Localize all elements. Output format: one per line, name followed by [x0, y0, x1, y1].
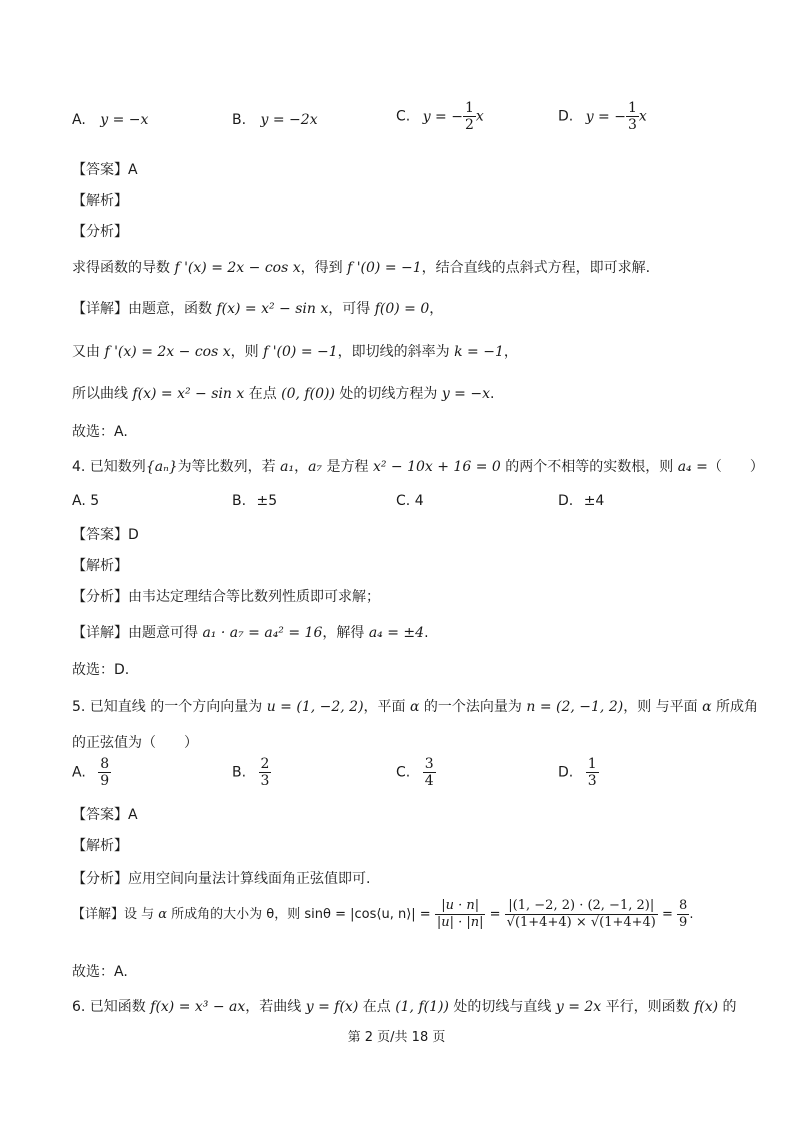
- q5-answer: 【答案】A: [72, 807, 138, 823]
- q4-option-c: C. 4: [396, 493, 424, 509]
- q3-option-c: C. y = − $\frac{1}{2}$ x: [396, 100, 484, 133]
- fraction: $\frac{8}{9}$: [679, 898, 688, 930]
- q4-option-a: A. 5: [72, 493, 100, 509]
- fraction: $\frac{2}{3}$: [260, 756, 270, 789]
- q3-detail-line-1: 【详解】由题意，函数 f(x) = x² − sin x，可得 f(0) = 0，: [72, 301, 444, 317]
- fraction: $\frac{3}{4}$: [424, 756, 434, 789]
- q4-option-d: D. ±4: [558, 493, 605, 509]
- q3-conclusion: 故选：A.: [72, 424, 128, 440]
- q4-detail: 【详解】由题意可得 a₁ · a₇ = a₄² = 16，解得 a₄ = ±4.: [72, 625, 429, 641]
- q5-option-a: A. $\frac{8}{9}$: [72, 756, 110, 789]
- q5-fenxi: 【分析】应用空间向量法计算线面角正弦值即可.: [72, 871, 371, 887]
- q5-option-c: C. $\frac{3}{4}$: [396, 756, 434, 789]
- q4-option-b: B. ±5: [232, 493, 278, 509]
- fraction: $\frac{1}{2}$: [464, 100, 474, 133]
- page-footer: 第 2 页/共 18 页: [347, 1030, 446, 1045]
- fraction: $\frac{1}{3}$: [627, 100, 637, 133]
- fraction: $\frac{1}{3}$: [587, 756, 597, 789]
- q6-stem: 6. 已知函数 f(x) = x³ − ax，若曲线 y = f(x) 在点 (1, f(1)) 处的切线与直线 y = 2x 平行，则函数 f(x) 的: [72, 999, 737, 1015]
- q4-conclusion: 故选：D.: [72, 662, 130, 678]
- q5-jiexi: 【解析】: [72, 838, 128, 854]
- q3-option-a: A. y = −x: [72, 112, 149, 128]
- q5-option-d: D. $\frac{1}{3}$: [558, 756, 597, 789]
- q3-detail-line-3: 所以曲线 f(x) = x² − sin x 在点 (0, f(0)) 处的切线方程为 y = −x.: [72, 386, 495, 402]
- fraction: $\frac{|u \cdot n|}{|u| \cdot |n|}$: [436, 898, 484, 930]
- q3-option-b: B. y = −2x: [232, 112, 318, 128]
- fraction: $\frac{|(1, -2, 2) \cdot (2, -1, 2)|}{√(1+4+4) \times √(1+4+4)}$: [506, 898, 656, 930]
- fraction: $\frac{8}{9}$: [100, 756, 110, 789]
- q4-fenxi: 【分析】由韦达定理结合等比数列性质即可求解；: [72, 589, 380, 605]
- q3-fenxi-title: 【分析】: [72, 224, 128, 240]
- q5-stem-line-1: 5. 已知直线 的一个方向向量为 u = (1, −2, 2)，平面 α 的一个法向量为 n = (2, −1, 2)，则 与平面 α 所成角: [72, 699, 759, 715]
- q3-detail-line-2: 又由 f '(x) = 2x − cos x，则 f '(0) = −1，即切线的斜率为 k = −1，: [72, 344, 518, 360]
- q3-option-d: D. y = − $\frac{1}{3}$ x: [558, 100, 647, 133]
- q3-answer: 【答案】A: [72, 162, 138, 178]
- q5-stem-line-2: 的正弦值为（ ）: [72, 735, 198, 751]
- q5-detail: 【详解】设 与 α 所成角的大小为 θ，则 sinθ = |cos⟨u, n⟩| = $\frac{|u \cdot n|}{|u| \cdot |n|}$ = $\frac{|(1, -2, 2) \cdot (2, -1, 2)|}{√(1+4+4) \times √(1+4+4)}$ = $\frac{8}{9}$ .: [72, 898, 694, 930]
- q3-fenxi-body: 求得函数的导数 f '(x) = 2x − cos x，得到 f '(0) = −1，结合直线的点斜式方程，即可求解.: [72, 260, 651, 276]
- q5-option-b: B. $\frac{2}{3}$: [232, 756, 270, 789]
- q4-stem: 4. 已知数列{aₙ}为等比数列，若 a₁，a₇ 是方程 x² − 10x + 16 = 0 的两个不相等的实数根，则 a₄ =（ ）: [72, 459, 764, 475]
- q4-answer: 【答案】D: [72, 527, 139, 543]
- q5-conclusion: 故选：A.: [72, 964, 128, 980]
- q4-jiexi: 【解析】: [72, 558, 128, 574]
- q3-jiexi: 【解析】: [72, 193, 128, 209]
